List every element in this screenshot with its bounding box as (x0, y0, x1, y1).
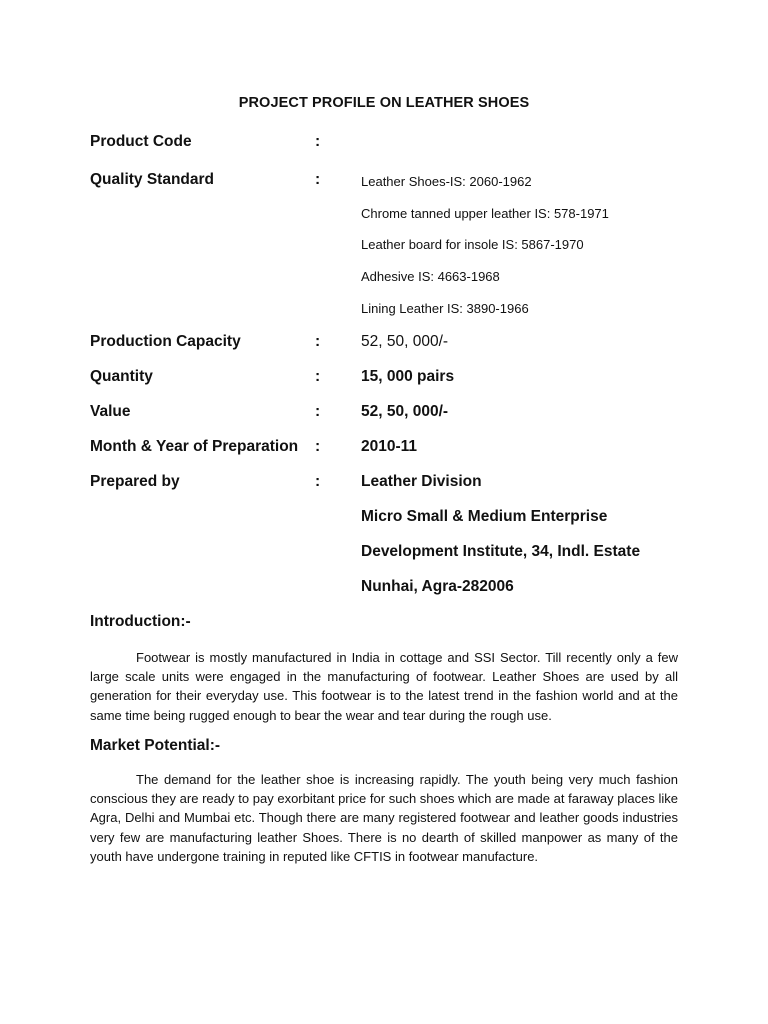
product-code-label: Product Code (90, 133, 192, 150)
product-code-colon: : (315, 133, 321, 150)
market-potential-paragraph: The demand for the leather shoe is increasing rapidly. The youth being very much fashion conscious they are ready to pay exorbitant price for such shoes which are made at faraway places like Agra, Delhi and Mumbai etc. Though there are many registered footwear and leather goods industries very few are manufacturing leather Shoes. There is no dearth of skilled manpower as many of the youth have undergone training in reputed like CFTIS in footwear manufacture. (90, 772, 678, 864)
production-capacity-label: Production Capacity (90, 333, 241, 350)
quality-standard-item: Leather Shoes-IS: 2060-1962 (361, 174, 532, 189)
quality-standard-item: Chrome tanned upper leather IS: 578-1971 (361, 206, 609, 221)
value-label: Value (90, 403, 131, 420)
prepared-by-line: Development Institute, 34, Indl. Estate (361, 543, 641, 560)
quality-standard-item: Adhesive IS: 4663-1968 (361, 269, 500, 284)
introduction-heading: Introduction:- (90, 613, 191, 630)
prepared-by-line: Micro Small & Medium Enterprise (361, 508, 608, 525)
value-colon: : (315, 403, 321, 420)
quantity-colon: : (315, 368, 321, 385)
prepared-by-label: Prepared by (90, 473, 180, 490)
prepared-by-colon: : (315, 473, 321, 490)
quality-standard-item: Leather board for insole IS: 5867-1970 (361, 237, 584, 252)
prepared-by-line: Nunhai, Agra-282006 (361, 578, 514, 595)
prepared-by-line: Leather Division (361, 473, 482, 490)
quality-standard-label: Quality Standard (90, 171, 215, 188)
production-capacity-value: 52, 50, 000/- (361, 333, 449, 350)
month-year-value: 2010-11 (361, 438, 418, 455)
quality-standard-colon: : (315, 171, 321, 188)
quantity-label: Quantity (90, 368, 153, 385)
value-value: 52, 50, 000/- (361, 403, 449, 420)
month-year-label: Month & Year of Preparation (90, 438, 299, 455)
document-title: PROJECT PROFILE ON LEATHER SHOES (238, 95, 530, 111)
quantity-value: 15, 000 pairs (361, 368, 455, 385)
market-potential-heading: Market Potential:- (90, 737, 221, 754)
production-capacity-colon: : (315, 333, 321, 350)
quality-standard-item: Lining Leather IS: 3890-1966 (361, 301, 529, 316)
introduction-paragraph: Footwear is mostly manufactured in India in cottage and SSI Sector. Till recently only a few large scale units were engaged in the manufacturing of footwear. Leather Shoes are used by all generation for their everyday use. This footwear is to the latest trend in the fashion world and at the same time being rugged enough to bear the wear and tear during the rough use. (90, 650, 678, 723)
month-year-colon: : (315, 438, 321, 455)
